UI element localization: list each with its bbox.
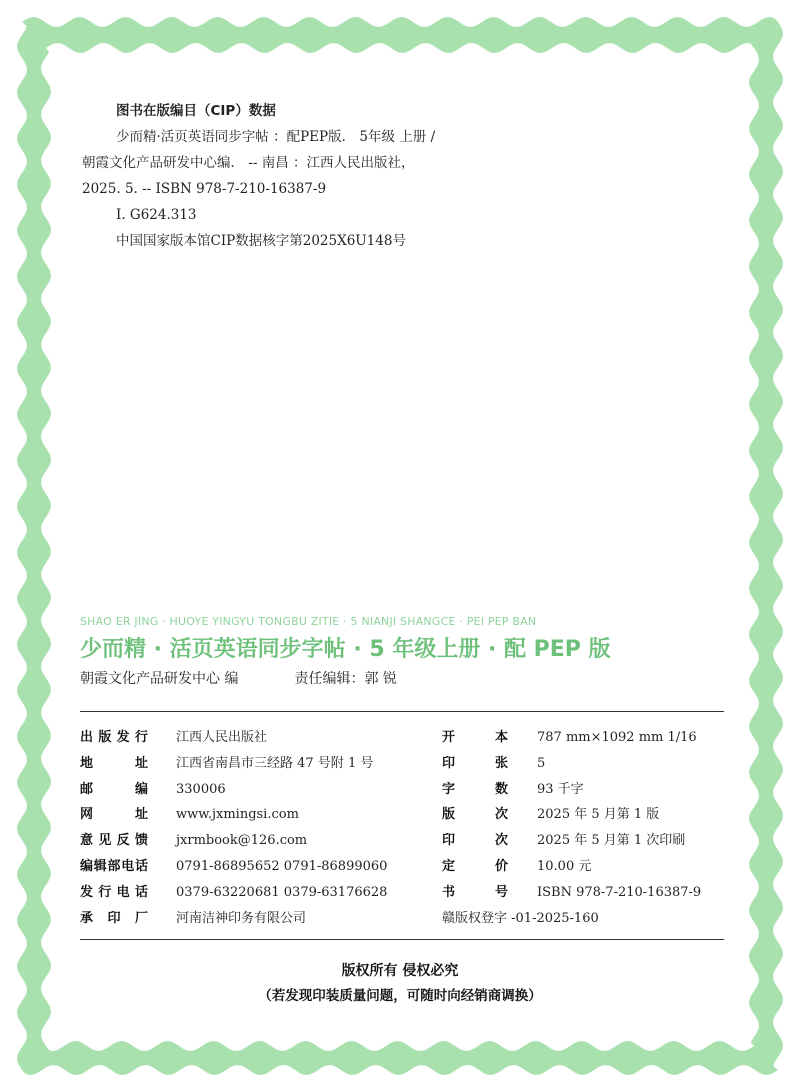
copyright-statement: 版权所有 侵权必究	[341, 963, 459, 979]
info-key: 定 价	[442, 858, 508, 874]
info-row	[80, 802, 740, 828]
info-value: 江西省南昌市三经路 47 号附 1 号	[176, 755, 374, 771]
responsible-editor: 责任编辑：郭 锐	[294, 671, 397, 687]
info-value: 2025 年 5 月第 1 版	[537, 807, 660, 823]
info-value: 河南洁神印务有限公司	[176, 910, 307, 926]
info-row	[80, 880, 740, 906]
quality-notice: （若发现印装质量问题，可随时向经销商调换）	[258, 988, 542, 1004]
book-title: 少而精 · 活页英语同步字帖 · 5 年级上册 · 配 PEP 版	[80, 637, 611, 662]
cip-line-2: 朝霞文化产品研发中心编． -- 南昌 ：江西人民出版社，	[82, 155, 415, 171]
info-value: 787 mm×1092 mm 1/16	[537, 730, 697, 745]
info-key: 出 版 发 行	[80, 730, 148, 745]
info-value: 江西人民出版社	[176, 730, 268, 745]
info-row	[80, 906, 740, 932]
info-key: 印 张	[442, 755, 508, 771]
cip-data-block	[82, 98, 435, 254]
info-key: 书 号	[442, 884, 508, 900]
editor-line	[80, 668, 397, 688]
info-value: 2025 年 5 月第 1 次印刷	[537, 833, 686, 849]
info-key: 印 次	[442, 833, 508, 849]
info-key: 编 辑 部 电 话	[80, 858, 148, 874]
cip-line-4: Ⅰ. G624.313	[116, 207, 197, 223]
info-key: 网 址	[80, 807, 148, 823]
info-value: 5	[537, 755, 546, 771]
info-value: www.jxmingsi.com	[176, 807, 299, 823]
info-value: 10.00 元	[537, 858, 592, 874]
info-row	[80, 777, 740, 803]
info-value: 0791-86895652 0791-86899060	[176, 858, 388, 874]
info-key: 字 数	[442, 781, 508, 797]
info-key: 承 印 厂	[80, 910, 148, 926]
info-value: 330006	[176, 781, 226, 797]
info-key: 发 行 电 话	[80, 884, 148, 900]
info-key: 意 见 反 馈	[80, 833, 148, 849]
info-key: 地 址	[80, 755, 148, 771]
cip-line-5: 中国国家版本馆CIP数据核字第2025X6U148号	[116, 233, 406, 249]
info-value: 93 千字	[537, 781, 584, 797]
info-value: jxrmbook@126.com	[176, 833, 308, 849]
info-value: 0379-63220681 0379-63176628	[176, 884, 388, 900]
info-row	[80, 725, 740, 751]
compiler-credit: 朝霞文化产品研发中心 编	[80, 671, 239, 687]
info-row	[80, 854, 740, 880]
publication-info-table	[80, 725, 740, 931]
copyright-registration: 赣版权登字 -01-2025-160	[442, 910, 599, 926]
info-row	[80, 828, 740, 854]
info-key: 版 次	[442, 807, 508, 823]
info-value: ISBN 978-7-210-16387-9	[537, 884, 702, 900]
info-row	[80, 751, 740, 777]
cip-line-1: 少而精·活页英语同步字帖 ：配PEP版． 5年级 上册 /	[116, 129, 436, 145]
divider-bottom	[80, 939, 724, 940]
title-pinyin: SHAO ER JING · HUOYE YINGYU TONGBU ZITIE · 5 NIANJI SHANGCE · PEI PEP BAN	[80, 615, 537, 628]
divider-top	[80, 711, 724, 712]
cip-title: 图书在版编目（CIP）数据	[116, 103, 276, 119]
info-key: 邮 编	[80, 781, 148, 797]
info-key: 开 本	[442, 730, 508, 745]
cip-line-3: 2025. 5. -- ISBN 978-7-210-16387-9	[82, 181, 327, 197]
